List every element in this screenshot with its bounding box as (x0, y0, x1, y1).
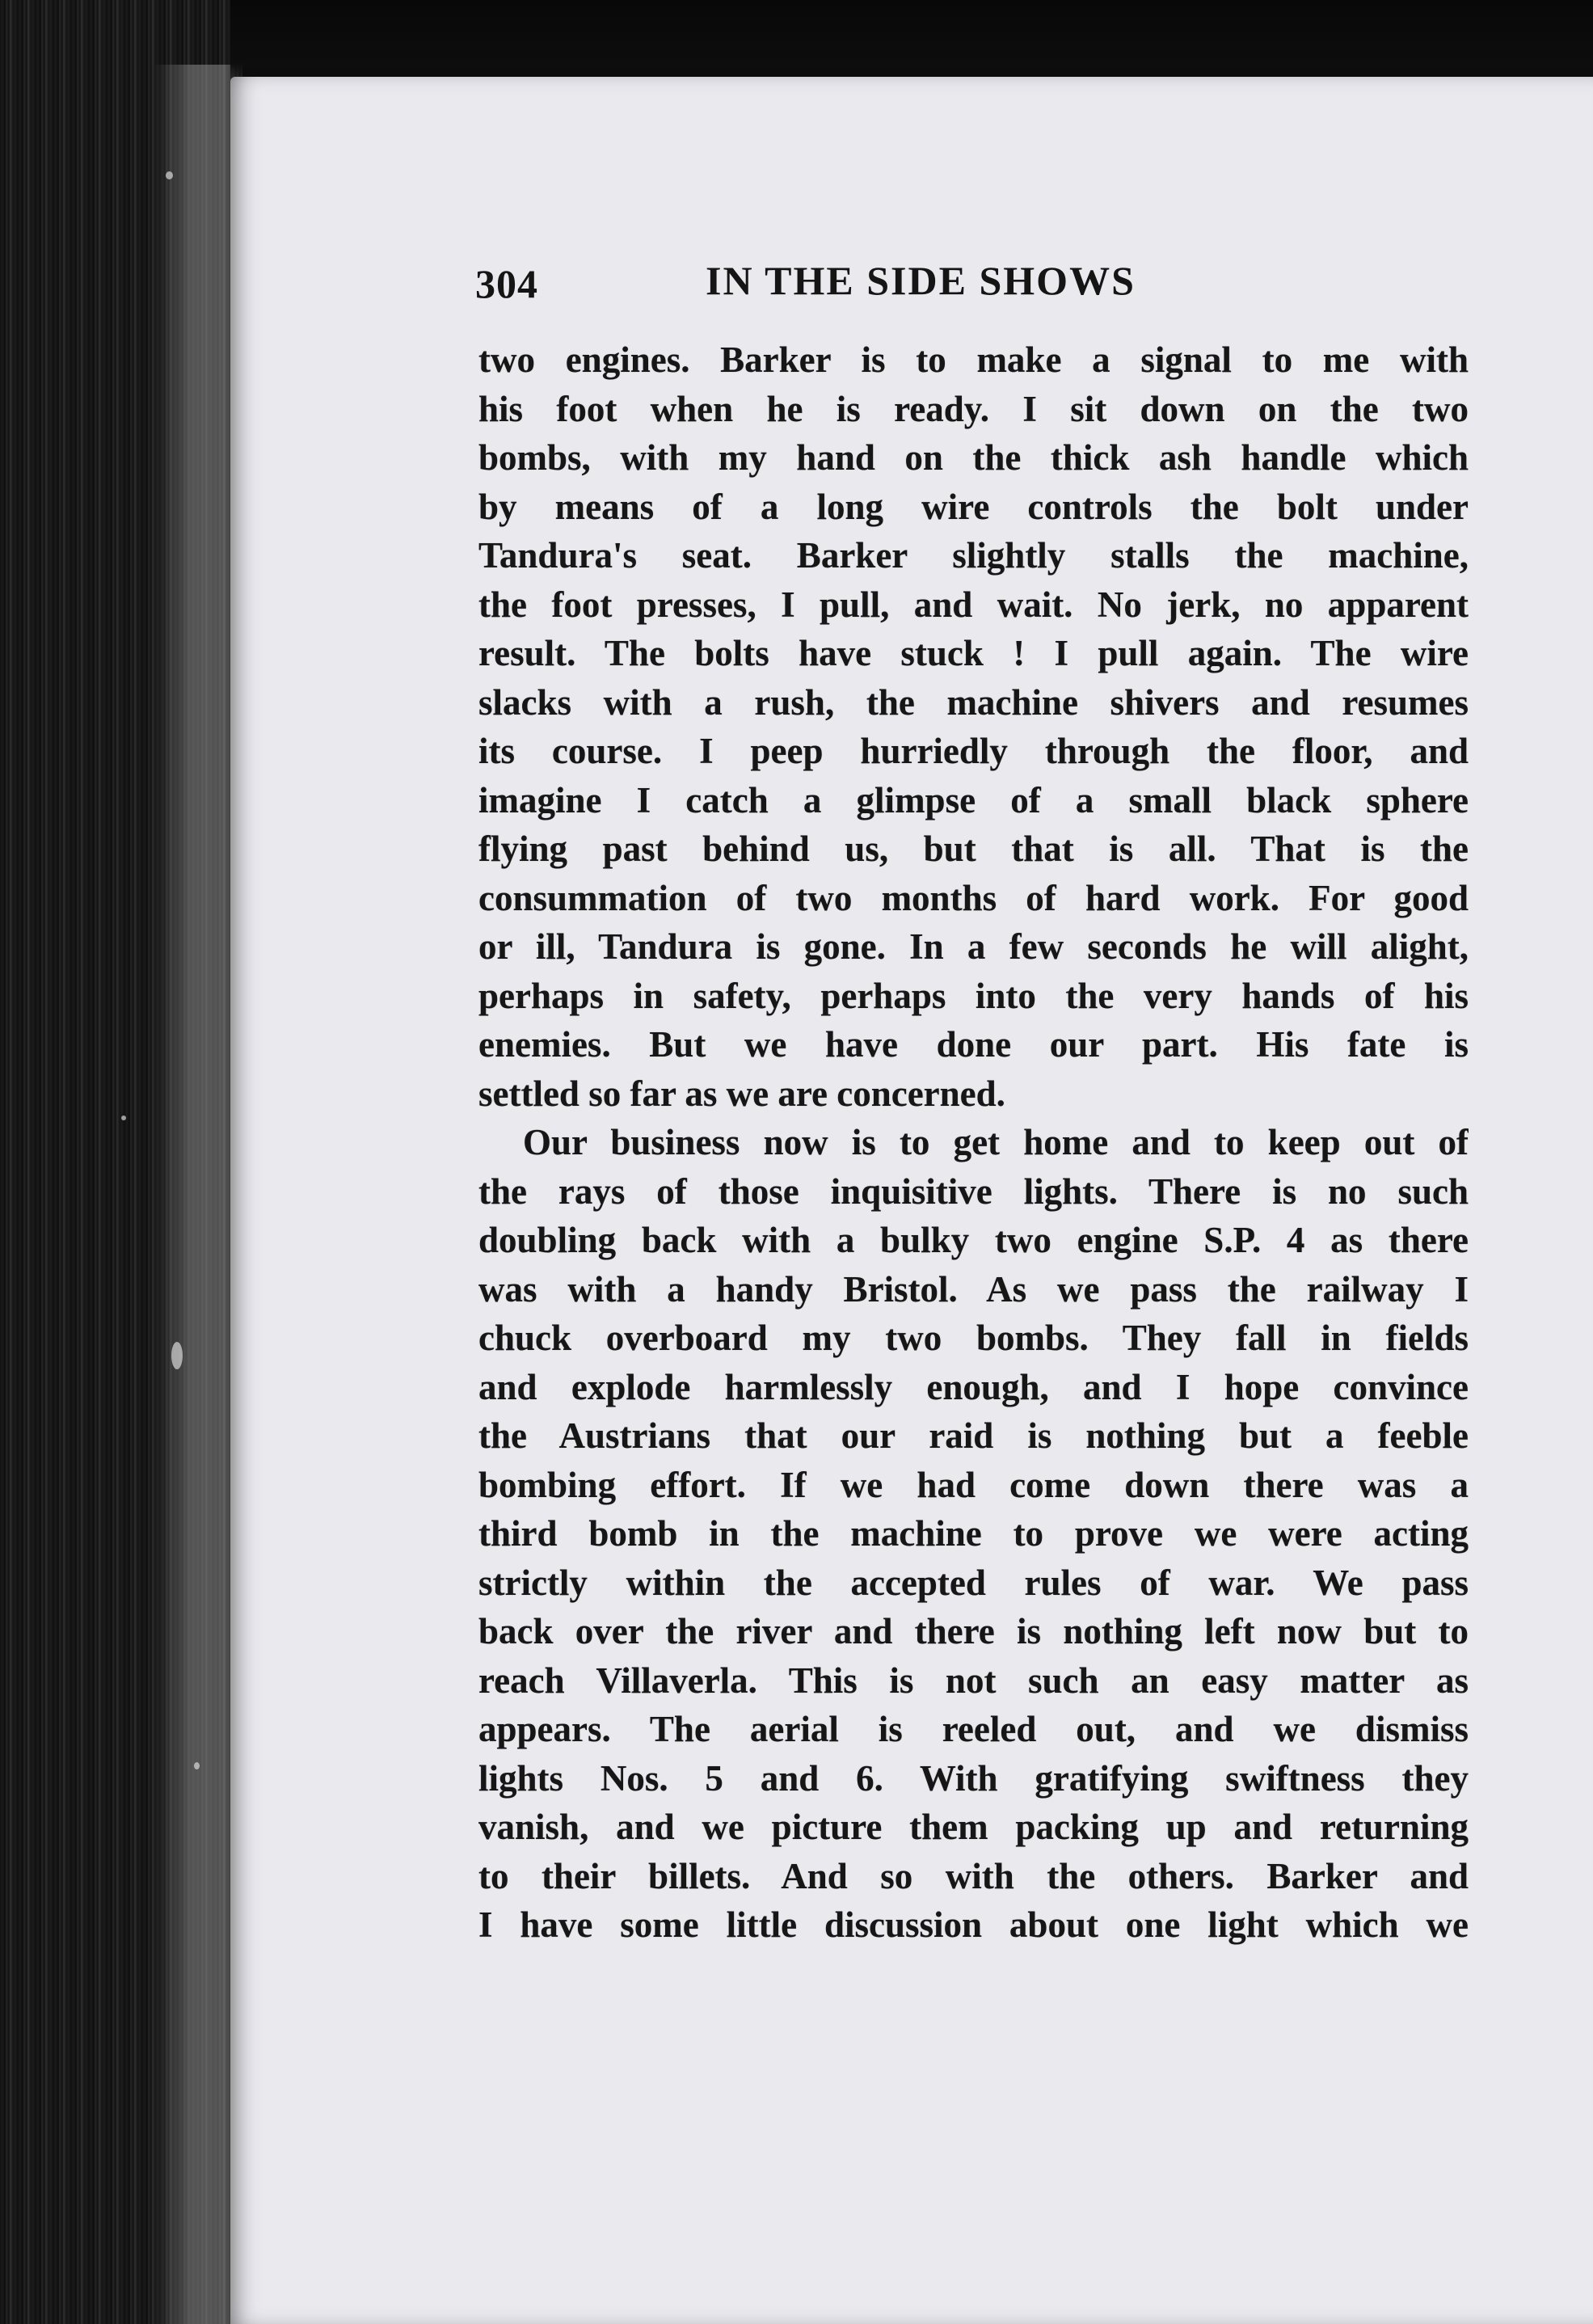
dust-speck (171, 1342, 183, 1369)
text-line: perhaps in safety, perhaps into the very hands of his (478, 975, 1469, 1016)
text-line: the Austrians that our raid is nothing but a feeble (478, 1415, 1469, 1456)
text-line: consummation of two months of hard work. For good (478, 877, 1469, 918)
text-line: bombing effort. If we had come down there was a (478, 1464, 1469, 1505)
running-head (475, 257, 1477, 322)
text-line: vanish, and we picture them packing up and returning (478, 1807, 1469, 1847)
text-line: the foot presses, I pull, and wait. No jerk, no apparent (478, 584, 1469, 625)
text-line: two engines. Barker is to make a signal to me with (478, 340, 1469, 380)
text-line: chuck overboard my two bombs. They fall in fields (478, 1318, 1469, 1358)
text-line: bombs, with my hand on the thick ash handle which (478, 437, 1469, 478)
paragraph-2 (478, 1118, 1469, 1950)
text-line: slacks with a rush, the machine shivers and resumes (478, 681, 1469, 723)
text-line: its course. I peep hurriedly through the floor, and (478, 731, 1469, 771)
page-number: 304 (475, 261, 538, 306)
text-line: flying past behind us, but that is all. That is the (478, 829, 1469, 869)
text-line: reach Villaverla. This is not such an easy matter as (478, 1660, 1469, 1701)
text-line: doubling back with a bulky two engine S.P. 4 as there (478, 1220, 1469, 1260)
text-line: appears. The aerial is reeled out, and we dismiss (478, 1709, 1469, 1749)
text-line: settled so far as we are concerned. (478, 1073, 1005, 1114)
text-line: lights Nos. 5 and 6. With gratifying swiftness they (478, 1757, 1469, 1799)
text-line: strictly within the accepted rules of war. We pass (478, 1562, 1469, 1603)
text-line: Tandura's seat. Barker slightly stalls the machine, (478, 535, 1469, 576)
text-line: enemies. But we have done our part. His fate is (478, 1024, 1469, 1065)
text-line: back over the river and there is nothing left now but to (478, 1611, 1469, 1651)
text-line: the rays of those inquisitive lights. There is no such (478, 1170, 1469, 1212)
text-line: his foot when he is ready. I sit down on the two (478, 388, 1469, 429)
text-line: or ill, Tandura is gone. In a few seconds he will alight, (478, 926, 1469, 967)
text-line: third bomb in the machine to prove we were acting (478, 1513, 1469, 1554)
top-scan-shadow (230, 0, 1593, 89)
text-line: and explode harmlessly enough, and I hope convince (478, 1366, 1469, 1407)
text-line: Our business now is to get home and to keep out of (523, 1122, 1469, 1162)
text-line: to their billets. And so with the others. Barker and (478, 1855, 1469, 1896)
dust-speck (166, 171, 173, 179)
text-line: result. The bolts have stuck ! I pull again. The wire (478, 633, 1469, 673)
text-line: was with a handy Bristol. As we pass the railway I (478, 1268, 1469, 1310)
dust-speck (194, 1762, 200, 1769)
running-title: IN THE SIDE SHOWS (706, 258, 1136, 303)
paragraph-1 (478, 335, 1469, 1118)
text-line: imagine I catch a glimpse of a small black sphere (478, 779, 1469, 820)
dust-speck (121, 1116, 126, 1120)
body-text (478, 335, 1469, 1950)
text-line: I have some little discussion about one light which we (478, 1904, 1469, 1945)
binding-shadow (154, 65, 242, 2324)
text-line: by means of a long wire controls the bolt under (478, 486, 1469, 527)
